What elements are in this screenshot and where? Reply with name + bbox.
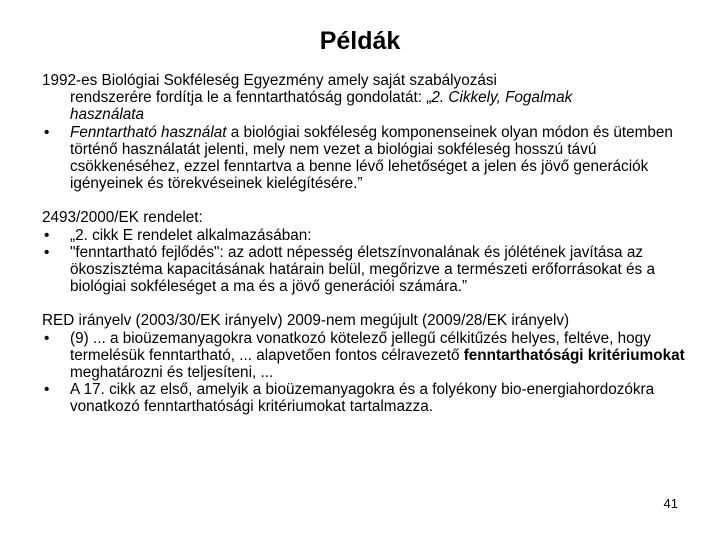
text-run: meghatározni és teljesíteni, ... xyxy=(70,364,274,382)
section-lead: 1992-es Biológiai Sokféleség Egyezmény amely saját szabályozási xyxy=(42,72,497,89)
list-item xyxy=(42,330,702,382)
bullet-icon: • xyxy=(44,381,50,399)
bullet-icon: • xyxy=(44,226,50,244)
list-item xyxy=(42,124,702,193)
section-lead: RED irányelv (2003/30/EK irányelv) 2009-nem megújult (2009/28/EK irányelv) xyxy=(42,312,570,330)
section-lead-continuation xyxy=(42,89,702,106)
list-item xyxy=(42,381,702,415)
text-run: a biológiai sokféleség komponenseinek olyan módon és ütemben történő használatát jelenti, mely nem vezet a biológiai sokféleség hosszú távú csökkenéséhez, ezzel fenntartva a benne lévő lehetőséget a jelen és jövő generációk igényeinek és törekvéseinek kielégítésére.” xyxy=(70,123,673,193)
page-number: 41 xyxy=(663,496,678,511)
list-item-text: „2. cikk E rendelet alkalmazásában: xyxy=(70,226,312,244)
italic-run: Fenntartható használat xyxy=(70,123,227,141)
list-item-text xyxy=(70,330,702,382)
section-ek-regulation xyxy=(42,209,702,295)
section-lead: 2493/2000/EK rendelet: xyxy=(42,209,203,227)
list-item-text: A 17. cikk az első, amelyik a bioüzemanyagokra és a folyékony bio-energiahordozókra vonatkozó fenntarthatósági kritériumokat tartalmazza. xyxy=(70,381,655,416)
bold-run: fenntarthatósági kritériumokat xyxy=(463,346,685,364)
bullet-icon: • xyxy=(44,243,50,261)
section-biodiversity-convention xyxy=(42,72,702,192)
list-item xyxy=(42,227,702,244)
list-item-text xyxy=(70,124,702,193)
text-run: (9) ... a bioüzemanyagokra vonatkozó kötelező jellegű célkitűzés helyes, feltéve, hogy termelésük fenntartható, ... alapvetően fontos célravezető xyxy=(70,329,651,364)
list-item xyxy=(42,244,702,296)
bullet-icon: • xyxy=(44,329,50,347)
section-lead-continuation-italic: használata xyxy=(70,106,144,124)
section-red-directive xyxy=(42,312,702,415)
slide-title: Példák xyxy=(319,27,401,55)
bullet-icon: • xyxy=(44,123,50,141)
list-item-text: "fenntartható fejlődés": az adott népesség életszínvonalának és jólétének javítása az ökoszisztéma kapacitásának határain belül, megőrizve a természeti erőforrásokat és a biológiai sokféleséget a ma és a jövő generációi számára.” xyxy=(70,243,655,296)
slide-body xyxy=(42,72,702,433)
text-run: rendszerére fordítja le a fenntarthatóság gondolatát: „ xyxy=(70,89,432,107)
italic-run: 2. Cikkely, Fogalmak xyxy=(431,89,573,107)
